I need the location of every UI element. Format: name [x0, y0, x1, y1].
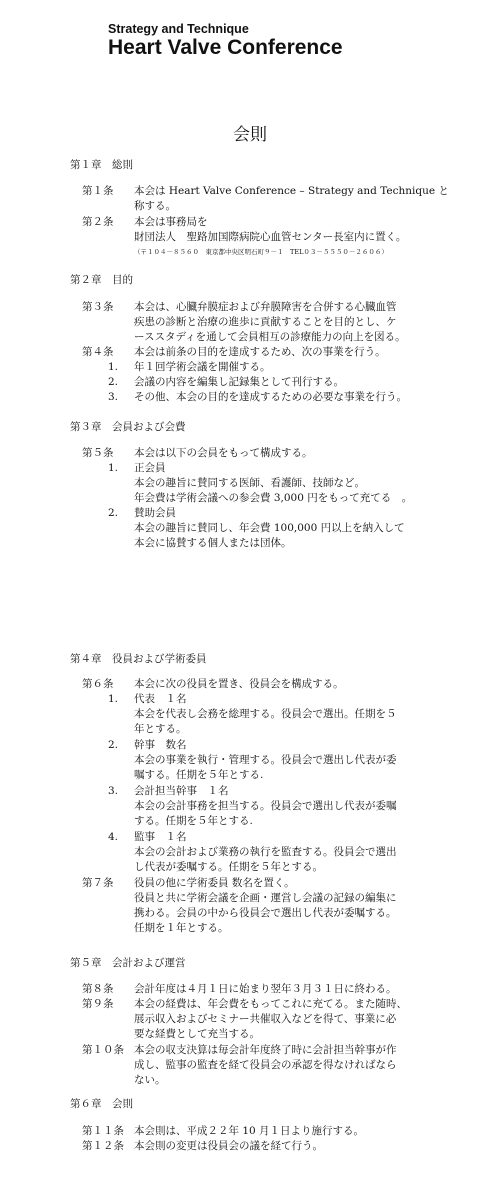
article-text: 本会の経費は、年会費をもってこれに充てる。また随時、 展示収入およびセミナー共催収入などを得て、事業に必 要な経費として充当する。 [134, 998, 407, 1040]
document-title: 会則 [233, 125, 267, 145]
article-number: 第１１条 [82, 1125, 124, 1137]
chapter-1-heading: 第１章 総則 [70, 159, 133, 171]
chapter-3-heading: 第３章 会員および会費 [70, 421, 186, 433]
article-text: 本会は Heart Valve Conference – Strategy and Technique と 称する。 [134, 185, 449, 212]
chapter-5-heading: 第５章 会計および運営 [70, 957, 186, 969]
chapter-2-heading: 第２章 目的 [70, 274, 133, 286]
article-number: 第６条 [82, 678, 114, 690]
article-number: 第８条 [82, 983, 114, 995]
conference-title: Heart Valve Conference [108, 36, 343, 59]
conference-subtitle: Strategy and Technique [108, 22, 249, 36]
article-number: 第１２条 [82, 1140, 124, 1152]
article-text: 本会は事務局を 財団法人 聖路加国際病院心血管センター長室内に置く。 （〒１０４－８５６０ 東京都中央区明石町９－１ TEL０３－５５５０－２６０６） [134, 215, 464, 260]
article-number: 第９条 [82, 998, 114, 1010]
article-text: 本会に次の役員を置き、役員会を構成する。 [134, 678, 344, 690]
article-text: 本会の収支決算は毎会計年度終了時に会計担当幹事が作 成し、監事の監査を経て役員会の承認を得なければなら ない。 [134, 1044, 397, 1086]
article-number: 第１条 [82, 185, 114, 197]
article-number: 第１０条 [82, 1044, 124, 1056]
article-number: 第４条 [82, 346, 114, 358]
article-text: 本会は以下の会員をもって構成する。 [134, 447, 313, 459]
article-number: 第３条 [82, 301, 114, 313]
office-address: （〒１０４－８５６０ 東京都中央区明石町９－１ TEL０３－５５５０－２６０６） [134, 248, 388, 256]
article-text: 本会則は、平成２２年 10 月１日より施行する。 [134, 1125, 365, 1137]
article-text: 本会は、心臓弁膜症および弁膜障害を合併する心臓血管 疾患の診断と治療の進歩に貢献することを目的とし、ケ ーススタディを通して会員相互の診療能力の向上を図る。 [134, 301, 406, 343]
article-text: 本会は前条の目的を達成するため、次の事業を行う。 [134, 346, 386, 358]
chapter-6-heading: 第６章 会則 [70, 1098, 133, 1110]
article-number: 第２条 [82, 216, 114, 228]
article-text: 会計年度は４月１日に始まり翌年３月３１日に終わる。 [134, 983, 397, 995]
article-text: 役員の他に学術委員 数名を置く。 役員と共に学術会議を企画・運営し会議の記録の編集に 携わる。会員の中から役員会で選出し代表が委嘱する。 任期を１年とする。 [134, 877, 397, 934]
article-text: 本会則の変更は役員会の議を経て行う。 [134, 1140, 323, 1152]
article-number: 第５条 [82, 447, 114, 459]
chapter-4-heading: 第４章 役員および学術委員 [70, 653, 207, 665]
article-number: 第７条 [82, 877, 114, 889]
